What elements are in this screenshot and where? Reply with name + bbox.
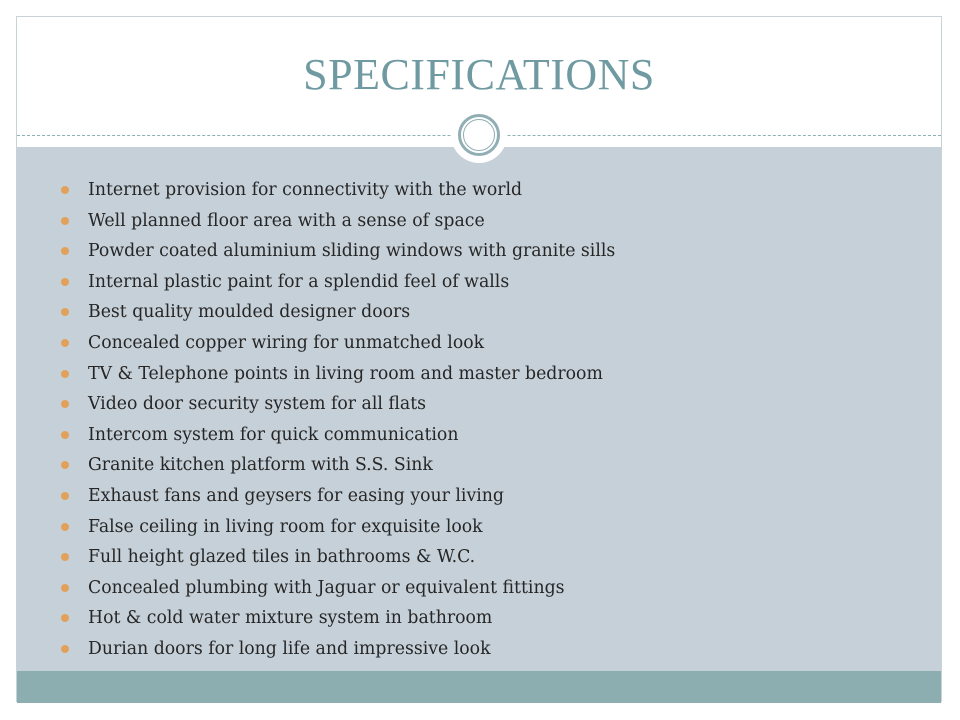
list-item-text: Best quality moulded designer doors bbox=[88, 302, 411, 323]
bullet-icon bbox=[61, 553, 69, 561]
list-item bbox=[61, 573, 901, 604]
list-item-text: Video door security system for all flats bbox=[88, 394, 427, 415]
list-item bbox=[61, 512, 901, 543]
bullet-icon bbox=[61, 308, 69, 316]
content-panel bbox=[17, 147, 941, 671]
list-item-text: Concealed copper wiring for unmatched look bbox=[88, 332, 485, 353]
footer-band bbox=[17, 671, 941, 703]
list-item-text: TV & Telephone points in living room and master bedroom bbox=[88, 363, 603, 384]
list-item-text: False ceiling in living room for exquisite look bbox=[88, 516, 483, 537]
list-item-text: Well planned floor area with a sense of space bbox=[88, 210, 485, 231]
list-item bbox=[61, 420, 901, 451]
bullet-icon bbox=[61, 370, 69, 378]
bullet-icon bbox=[61, 431, 69, 439]
list-item-text: Hot & cold water mixture system in bathroom bbox=[88, 608, 493, 629]
list-item bbox=[61, 634, 901, 665]
list-item-text: Internal plastic paint for a splendid feel of walls bbox=[88, 271, 510, 292]
list-item-text: Concealed plumbing with Jaguar or equivalent fittings bbox=[88, 577, 565, 598]
list-item bbox=[61, 175, 901, 206]
list-item bbox=[61, 481, 901, 512]
list-item-text: Intercom system for quick communication bbox=[88, 424, 459, 445]
list-item-text: Internet provision for connectivity with the world bbox=[88, 180, 523, 200]
list-item bbox=[61, 359, 901, 390]
list-item bbox=[61, 450, 901, 481]
bullet-icon bbox=[61, 278, 69, 286]
bullet-icon bbox=[61, 523, 69, 531]
slide bbox=[16, 16, 942, 702]
bullet-icon bbox=[61, 400, 69, 408]
bullet-icon bbox=[61, 339, 69, 347]
list-item bbox=[61, 206, 901, 237]
list-item-text: Durian doors for long life and impressive look bbox=[88, 638, 491, 659]
list-item-text: Full height glazed tiles in bathrooms & W.C. bbox=[88, 547, 476, 568]
list-item bbox=[61, 297, 901, 328]
decorative-inner-ring-icon bbox=[463, 119, 495, 151]
specifications-list bbox=[61, 175, 901, 665]
list-item bbox=[61, 328, 901, 359]
bullet-icon bbox=[61, 492, 69, 500]
slide-title: SPECIFICATIONS bbox=[303, 50, 655, 99]
list-item-text: Exhaust fans and geysers for easing your living bbox=[88, 485, 504, 506]
list-item bbox=[61, 603, 901, 634]
bullet-icon bbox=[61, 614, 69, 622]
bullet-icon bbox=[61, 247, 69, 255]
list-item-text: Granite kitchen platform with S.S. Sink bbox=[88, 455, 433, 476]
bullet-icon bbox=[61, 584, 69, 592]
bullet-icon bbox=[61, 186, 69, 194]
bullet-icon bbox=[61, 645, 69, 653]
list-item-text: Powder coated aluminium sliding windows with granite sills bbox=[88, 241, 616, 262]
list-item bbox=[61, 267, 901, 298]
bullet-icon bbox=[61, 217, 69, 225]
list-item bbox=[61, 542, 901, 573]
list-item bbox=[61, 236, 901, 267]
list-item bbox=[61, 389, 901, 420]
bullet-icon bbox=[61, 461, 69, 469]
